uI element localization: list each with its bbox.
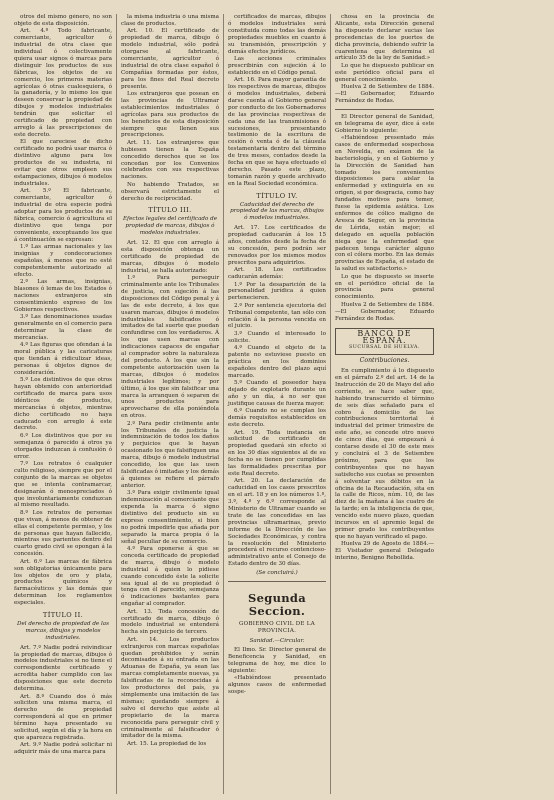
paragraph: 3.º Las denominaciones usadas generalmente en el comercio para determinar la clase de mercancías.: [14, 313, 112, 341]
bank-branch: SUCURSAL DE HUELVA.: [349, 345, 420, 351]
paragraph: Art. 16. Para mayor garantía de los respectivos de marcas, dibujos ó modelos industriales, deberá darse cuenta al Gobierno general por conducto de los Gobernadores de las provincias respectivas de cada una de las transmisiones ó sucesiones, presentando testimonio de la escritura de cesión ó venta ó de la cláusula testamentaria dentro del término de tres meses, contados desde la fecha en que se haya efectuado el derecho. Pasado este plazo, tomarán razón y quede archivado en la Real Sociedad económica.: [228, 77, 326, 187]
paragraph: otros del mismo género, no son objeto de esta disposición.: [14, 14, 112, 27]
title-ii: TÍTULO II.: [42, 611, 84, 620]
title-iv-subtitle: Caducidad del derecho de propiedad de las marcas, dibujos ó modelos industriales.: [230, 201, 324, 222]
column-1: [10, 14, 117, 794]
paragraph: Los extranjeros que posean en las provincias de Ultramar establecimientos industriales ó agrícolas para sus productos de los beneficios de esta disposición siempre que llenen sus prescripciones.: [121, 90, 219, 139]
paragraph: Art. 18. Los certificados caducarán además:: [228, 267, 326, 281]
paragraph: No habiendo Tratados, se observará estrictamente el derecho de reciprocidad.: [121, 181, 219, 202]
paragraph: Lo que he dispuesto publicar en este periódico oficial para el general conocimiento.: [335, 62, 434, 83]
paragraph: certificados de marcas, dibujos ó modelos industriales será constituida como todas las demás propiedades muebles en cuanto á su transmisión, prescripción y demás efectos jurídicos.: [228, 14, 326, 55]
column-3: [224, 14, 331, 794]
paragraph: 5.º Los distintivos de que otros hayan obtenido con anterioridad certificado de marca para usos idénticos de productos, mercancías ú objetos, mientras dicho certificado no haya caducado con arreglo á este decreto.: [14, 377, 112, 432]
paragraph: Art. 4.º Todo fabricante, comerciante, agricultor ó industrial de otra clase que individual ó colectivamente quiera usar signos ó marcas para distinguir los productos de sus fábricas, los objetos de su comercio, los primeros materias agrícolas ó otras cualesquiera, ó la ganadería, y lo mismo los que deseen conservar la propiedad de dibujos y modelos industriales tendrán que solicitar el certificado de propiedad con arreglo á las prescripciones de este decreto.: [14, 28, 112, 138]
paragraph: En cumplimiento á lo dispuesto en el párrafo 2.º del art. 14 de la Instrucción de 20 de Mayo del año corriente, se hace saber que, habiendo transcurrido el término de seis días señalado para el cobro á domicilio de las contribuciones territorial é industrial del primer trimestre de este año, se concede otro nuevo de cinco días, que empezará á contarse desde el 30 de este mes y concluirá el 3 de Setiembre próximo, para que los contribuyentes que no hayan satisfecho sus cuotas se presenten á solventar sus débitos en la oficina de la Recaudación, sita en la calle de Ricos, núm. 10, de las diez de la mañana á las cuatro de la tarde; en la inteligencia de que, vencido este nuevo plazo, quedan incursos en el apremio legal de primer grado los contribuyentes que no hayan verificado el pago.: [335, 368, 434, 540]
paragraph: 4.º Las figuras que ofendan á la moral pública y las caricaturas que tiendan á ridiculizar ideas, personas ú objetos dignos de consideración.: [14, 342, 112, 376]
paragraph: Art. 14. Los productos extranjeros con marcas españolas quedan prohibidos y serán decomisados á su entrada en las Aduanas de España, ya sean las marcas completamente nuevas, ya falsificadas de la reconocidas á los productores del país, ya simplemente una imitación de las mismas; quedando siempre á salvo el derecho que asiste al propietario de la marca reconocida para perseguir civil y criminalmente al falsificador ó imitador de la misma.: [121, 636, 219, 740]
bank-department: Contribuciones.: [359, 357, 410, 365]
paragraph: Huelva 29 de Agosto de 1884.—El Visitador general Delegado interino, Benigno Rebollida.: [335, 541, 434, 562]
paragraph: 5.º Cuando el poseedor haya dejado de explotarlo durante un año y un día, á no ser que justifique causas de fuerza mayor.: [228, 380, 326, 407]
paragraph: chosa en la provincia de Alicante, esta Dirección general ha dispuesto declarar sucias las procedencias de los puertos de dicha provincia, debiendo sufrir la cuarentena que determina el artículo 35 de la ley de Sanidad.»: [335, 14, 434, 62]
paragraph: Art. 15. La propiedad de los: [127, 740, 207, 747]
paragraph: Art. 10. El certificado de propiedad de marca, dibujo ó modelo industrial, sólo podrá otorgarse al fabricante, comerciante, agricultor ó industrial de otra clase español ó Compañías formadas por éstos, para los fines del Real decreto presente.: [121, 28, 219, 90]
section-header: Segunda Seccion.: [248, 591, 306, 619]
paragraph: 1.º Las armas nacionales y las insignias y condecoraciones españolas, á menos que no esté competentemente autorizado al efecto.: [14, 243, 112, 278]
paragraph: 2.º Las armas, insignias, blasones ó lemas de los Estados ó naciones extranjeros sin consentimiento expreso de los Gobiernos respectivos.: [14, 278, 112, 313]
paragraph: 6.º Cuando no se cumplan los demás requisitos establecidos en este decreto.: [228, 408, 326, 429]
paragraph: 2.º Por sentencia ejecutoria del Tribunal competente, tan sólo con relación á la persona vencida en el juicio.: [228, 302, 326, 330]
title-ii-subtitle: Del derecho de propiedad de las marcas, dibujos y modelos industriales.: [16, 620, 110, 641]
column-layout: [10, 14, 548, 794]
to-be-concluded: (Se concluirá.): [256, 570, 298, 577]
paragraph: «Habiéndose presentado algunos casos de enfermedad sospe-: [228, 674, 326, 695]
paragraph: Art. 17. Los certificados de propiedad caducarán á los 15 años, contados desde la fecha de su concesión, pero podrán ser renovados por los mismos modos prescritos para adquirirlos.: [228, 225, 326, 266]
paragraph: El Ilmo. Sr. Director general de Beneficencia y Sanidad, en telegrama de hoy, me dice lo siguiente:: [228, 646, 326, 674]
column-4: [331, 14, 438, 794]
paragraph: Huelva 2 de Setiembre de 1884.—El Gobernador, Eduardo Fernández de Rodas.: [335, 84, 434, 104]
column-2: [117, 14, 224, 794]
department-title: Sanidad.—Circular.: [249, 637, 305, 644]
paragraph: 2.º Para pedir civilmente ante los Tribunales de justicia la indemnización de todos los daños y perjuicios que le hayan ocasionado los que falsifiquen una marca, dibujo ó modelo industrial concedido, los que las usen falsificadas ó imitadas y los demás á quienes se refiere el párrafo anterior.: [121, 420, 219, 489]
paragraph: Las acciones criminales prescribirán con sujeción á lo establecido en el Código penal.: [228, 55, 326, 76]
paragraph: 6.º Los distintivos que por su semejanza ó parecido á otros ya otorgados induzcan á confusión ó error.: [14, 432, 112, 460]
paragraph: 4.º Para oponerse á que se conceda certificado de propiedad de marca, dibujo ó modelo industrial á quien lo pidiese cuando concedido éste la solicite sea igual al de su propiedad ó tenga con él parecido, semejanza ó indicaciones bastantes para engañar al comprador.: [121, 545, 219, 608]
paragraph: Art. 8.º Cuando dos ó más soliciten una misma marca, el derecho de propiedad corresponderá al que en primer término haya presentado su solicitud, según el día y la hora en que aparezca registrada.: [14, 693, 112, 741]
paragraph: «Habiéndose presentado más casos de enfermedad sospechosa en Novelda, en exámen de la bacteriología, y en el Gobierno y la Dirección de Sanidad han tomado los convenientes disposiciones para aislar la enfermedad y extinguirla en su origen, si por desgracia, como hay fundados motivos para temer, fuese la epidemia asiática. Los enfermos de cólico maligno de Aresca de Segur, en la provincia de Lérida, están mejor; el delegado en aquella población niega que la enfermedad que padecen tenga carácter alguno con el cólera morbo. En las demás provincias de España, el estado de la salud es satisfactorio.»: [335, 135, 434, 273]
paragraph: Art. 19. Toda instancia en solicitud de certificado de propiedad quedará sin efecto si en los 30 días siguientes al de su fecha no se tienen por cumplidas las formalidades prescritas por este Real decreto.: [228, 429, 326, 477]
paragraph: Art. 9.º Nadie podrá solicitar ni adquirir más de una marca para: [14, 742, 112, 756]
section-subheader: GOBIERNO CIVIL DE LA PROVINCIA.: [238, 621, 316, 634]
paragraph: Art. 5.º El fabricante, comerciante, agricultor ó industrial de otra especie podrá adoptar para los productos de su fábrica, comercio ó agricultura el distintivo que tenga por conveniente, exceptuando los que á continuación se expresan:: [14, 188, 112, 243]
paragraph: Huelva 2 de Setiembre de 1884.—El Gobernador, Eduardo Fernández de Rodas.: [335, 301, 434, 322]
paragraph: Art. 6.º Las marcas de fábrica son obligatorias únicamente para los objetos de oro y plata, productos químicos y farmacéuticos y las demás que determinan los reglamentos especiales.: [14, 558, 112, 607]
paragraph: El que careciese de dicho certificado no podrá usar marca ó distintivo alguno para los productos de su industria, ni evitar que otros empleen sus estampaciones, dibujos ó modelos industriales.: [14, 139, 112, 187]
paragraph: 8.º Los retratos de personas que vivan, á menos de obtener de ellas el competente permiso, y los de personas que hayan fallecido, mientras sus parientes dentro del cuarto grado civil se opongan á la concesión.: [14, 509, 112, 558]
paragraph: 4.º Cuando el objeto de la patente no estuviese puesto en práctica en los dominios españoles dentro del plazo aquí marcado.: [228, 345, 326, 379]
paragraph: 3.º Cuando el interesado lo solicite.: [228, 330, 326, 344]
paragraph: 3.º Para exigir civilmente igual indemnización al comerciante que expenda la marca ó signo distintivo del producto sin su expreso consentimiento, si bien no podrá impedirle que añada por separado la marca propia ó la señal peculiar de su comercio.: [121, 490, 219, 545]
divider: [335, 109, 434, 110]
paragraph: la misma industria ó una misma clase de productos.: [121, 14, 219, 27]
title-iv: TÍTULO IV.: [256, 191, 298, 200]
bank-name: BANCO DE ESPAÑA.: [357, 329, 412, 346]
paragraph: Art. 7.º Nadie podrá reivindicar la propiedad de marcas, dibujos ó modelos industriales si no tiene el correspondiente certificado y acredita haber cumplido con las disposiciones que este decreto determina.: [14, 644, 112, 693]
title-iii-subtitle: Efectos legales del certificado de propiedad de marcas, dibujos ó modelos industriales.: [122, 216, 218, 237]
bank-header-box: [335, 328, 434, 355]
paragraph: 7.º Los retratos ó cualquier culto religioso, siempre que por el conjunto de la marcas se objetos que se intenta contramarcar, designarán ó menospreciados ó que involuntariamente conduzcan al mismo resultado.: [14, 461, 112, 509]
paragraph: 1.º Para perseguir criminalmente ante los Tribunales de justicia, con sujeción á las disposiciones del Código penal y á las de este decreto, á los que usaren marcas, dibujos ó modelos industriales falsificados ó imitados de tal suerte que puedan confundirse con los verdaderos. Á los que usen marcas con indicaciones capaces de engañar al comprador sobre la naturaleza del producto. Á los que sin la competente autorización usen la marcas, dibujos ó modelos industriales legítimos; y por último, á los que sin falsificar una marca la arranquen ó separen de unos productos para aprovecharse de ella poniéndola en otros.: [121, 275, 219, 420]
paragraph: Art. 12. El que con arreglo á esta disposición obtenga un certificado de propiedad de marcas, dibujos ó modelo industrial, se halla autorizado:: [121, 240, 219, 274]
paragraph: 1.º Por la desaparición de la personalidad jurídica á quien pertenecieren.: [228, 281, 326, 302]
paragraph: Lo que he dispuesto se inserte en el periódico oficial de la provincia para general conocimiento.: [335, 273, 434, 301]
title-iii: TÍTULO III.: [148, 206, 192, 215]
paragraph: Art. 20. La declaración de caducidad en los casos prescritos en el art. 18 y en los números 1.º, 3.º, 4.º y 6.º corresponde al Ministerio de Ultramar cuando se trate de las concedidas en las provincias ultramarinas, previo informe de la Dirección de las Sociedades Económicas, y contra la resolución del Ministerio procederá el recurso contencioso-administrativo ante el Consejo de Estado dentro de 30 días.: [228, 478, 326, 568]
divider: [228, 581, 326, 582]
paragraph: Art. 11. Los extranjeros que hubiesen tienen la España concedido derechos que se los concedan por los Convenios celebrados con sus respectivas naciones.: [121, 139, 219, 181]
paragraph: El Director general de Sanidad, en telegrama de ayer, dice á este Gobierno lo siguiente:: [335, 113, 434, 134]
paragraph: Art. 13. Toda concesión de certificado de marca, dibujo ó modelo industrial se entenderá hecha sin perjuicio de tercero.: [121, 608, 219, 636]
